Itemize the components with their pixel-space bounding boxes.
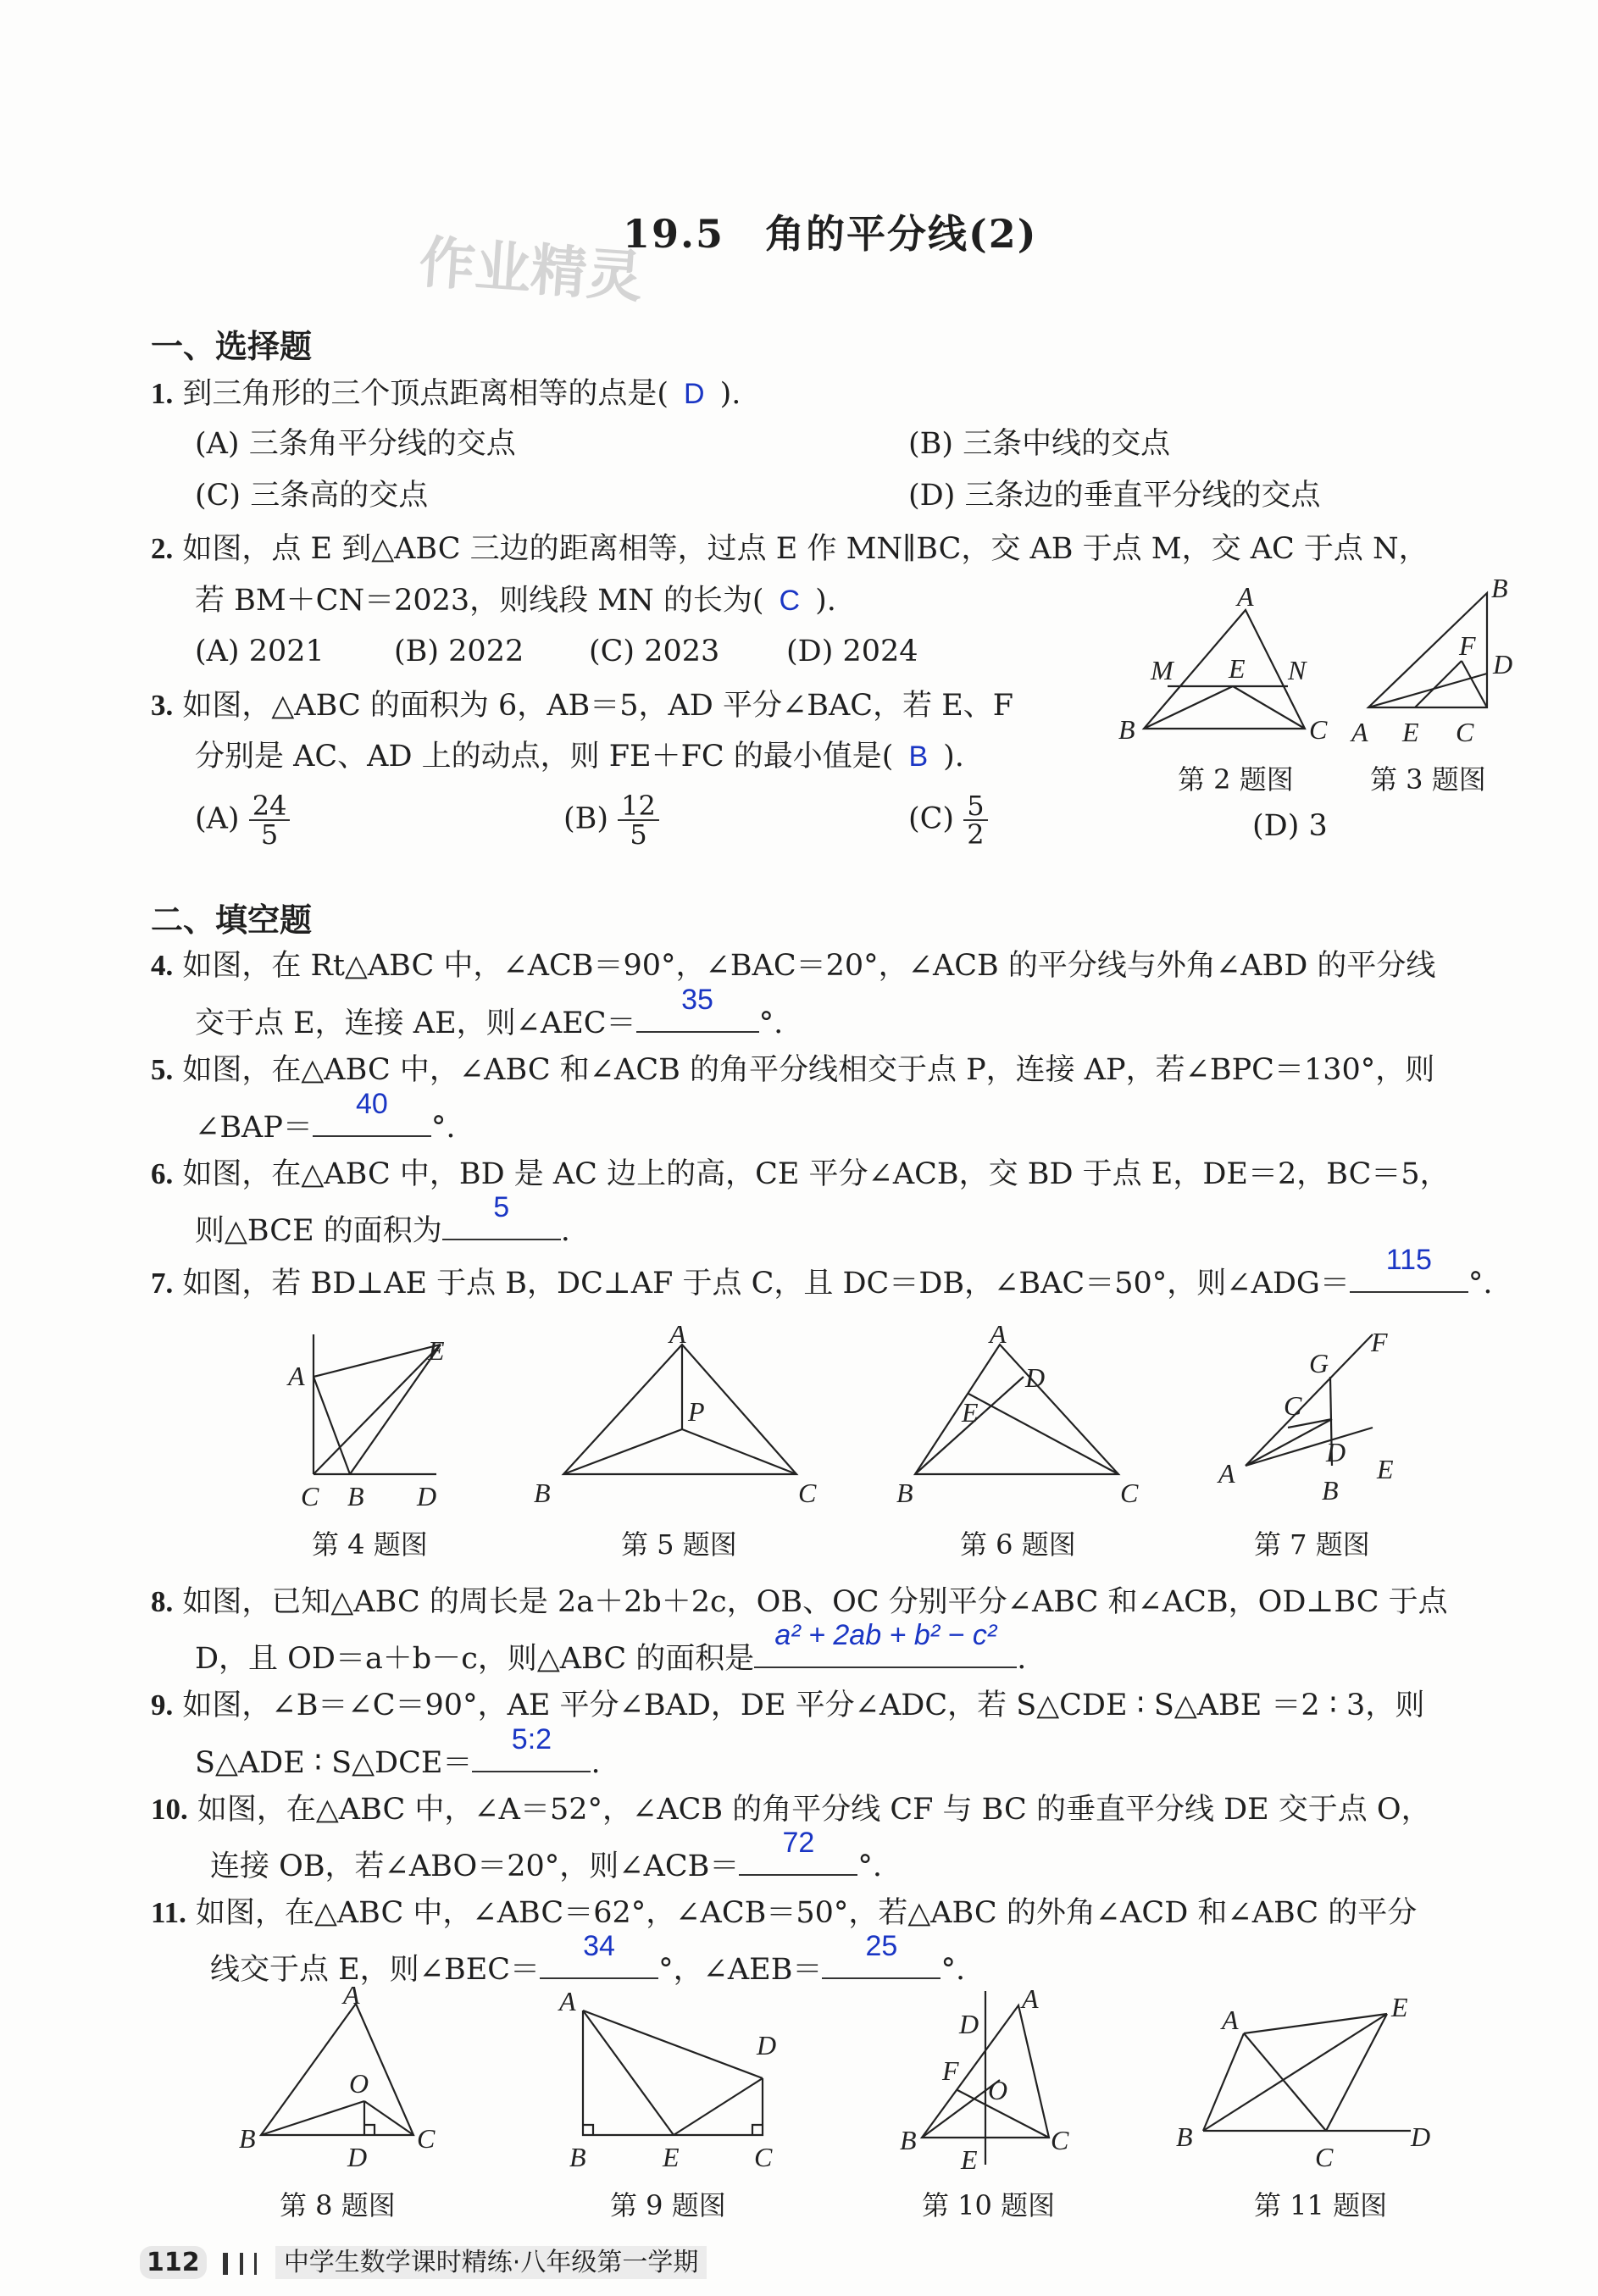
- question-text: 如图，在△ABC 中，∠ABC＝62°，∠ACB＝50°，若△ABC 的外角∠ACD 和∠ABC 的平分: [195, 1896, 1418, 1930]
- option-c: (C) $\frac{5}{2}$: [908, 792, 988, 848]
- question-11-line2: 线交于点 E，则∠BEC＝ 34 °，∠AEB＝ 25 °.: [210, 1930, 966, 1987]
- svg-text:B: B: [900, 2125, 917, 2155]
- question-2: [151, 534, 1429, 564]
- page-footer: [140, 2241, 707, 2278]
- answer: 72: [782, 1827, 815, 1859]
- answer-2: 25: [865, 1930, 898, 1962]
- figure-8: [239, 1987, 436, 2172]
- svg-text:B: B: [1176, 2121, 1193, 2152]
- answer: a² + 2ab + b² − c²: [774, 1619, 997, 1651]
- svg-text:F: F: [942, 2055, 959, 2086]
- question-end: ).: [719, 377, 741, 411]
- question-7: 7. 如图，若 BD⊥AE 于点 B，DC⊥AF 于点 C，且 DC＝DB，∠BAC＝50°，则∠ADG＝ 115 °.: [151, 1244, 1493, 1301]
- svg-text:A: A: [1351, 717, 1368, 747]
- question-number: 10.: [151, 1793, 188, 1826]
- svg-text:E: E: [1229, 653, 1246, 684]
- svg-text:B: B: [534, 1478, 551, 1508]
- svg-text:A: A: [559, 1987, 576, 2016]
- figure-11: [1176, 1992, 1430, 2172]
- question-6-line2: 则△BCE 的面积为 5 .: [195, 1191, 570, 1248]
- svg-text:E: E: [663, 2142, 680, 2172]
- svg-text:B: B: [569, 2142, 586, 2172]
- svg-text:O: O: [988, 2075, 1008, 2105]
- question-3: [151, 690, 1013, 721]
- question-number: 9.: [151, 1689, 174, 1722]
- option-d: (D) 2024: [786, 635, 918, 668]
- question-1: [151, 379, 741, 409]
- svg-text:C: C: [1284, 1390, 1302, 1421]
- question-10: [151, 1794, 1431, 1825]
- caption-fig9: 第 9 题图: [610, 2189, 726, 2221]
- figure-10: [900, 1987, 1069, 2175]
- svg-text:C: C: [1120, 1478, 1139, 1508]
- svg-text:A: A: [288, 1361, 305, 1391]
- question-6: [151, 1159, 1450, 1190]
- question-number: 2.: [151, 532, 174, 565]
- caption-fig4: 第 4 题图: [312, 1528, 428, 1561]
- svg-text:C: C: [1315, 2142, 1334, 2172]
- question-3-line2: 分别是 AC、AD 上的动点，则 FE＋FC 的最小值是( B ).: [195, 740, 964, 774]
- option-a: (A) 2021: [195, 635, 325, 668]
- svg-text:C: C: [754, 2142, 773, 2172]
- question-text: 如图，△ABC 的面积为 6，AB＝5，AD 平分∠BAC，若 E、F: [182, 689, 1014, 723]
- question-11: [151, 1898, 1417, 1928]
- svg-text:E: E: [1377, 1454, 1394, 1484]
- question-number: 8.: [151, 1585, 174, 1618]
- svg-text:E: E: [428, 1335, 445, 1366]
- question-number: 4.: [151, 949, 174, 982]
- caption-fig7: 第 7 题图: [1254, 1528, 1370, 1561]
- svg-text:C: C: [1051, 2125, 1069, 2155]
- question-text: 到三角形的三个顶点距离相等的点是(: [182, 377, 669, 411]
- question-number: 7.: [151, 1267, 174, 1300]
- answer: 35: [681, 984, 713, 1016]
- figure-7: [1217, 1327, 1394, 1506]
- caption-fig11: 第 11 题图: [1254, 2189, 1388, 2221]
- svg-text:D: D: [1493, 649, 1513, 679]
- question-text: 如图，在△ABC 中，BD 是 AC 边上的高，CE 平分∠ACB，交 BD 于点 E，DE＝2，BC＝5，: [182, 1157, 1450, 1191]
- option-d: (D) 3: [1252, 809, 1328, 843]
- footer-bar-icon: [240, 2253, 243, 2275]
- question-text: 如图，在△ABC 中，∠A＝52°，∠ACB 的角平分线 CF 与 BC 的垂直平分线 DE 交于点 O，: [197, 1793, 1431, 1827]
- section-heading-choice: 一、选择题: [151, 327, 313, 365]
- figure-9: [558, 1987, 776, 2172]
- question-9: [151, 1690, 1424, 1721]
- svg-text:A: A: [1022, 1987, 1039, 2014]
- question-number: 1.: [151, 377, 174, 410]
- footer-bar-icon: [223, 2253, 228, 2275]
- question-text: 如图，若 BD⊥AE 于点 B，DC⊥AF 于点 C，且 DC＝DB，∠BAC＝50°，则∠ADG＝: [182, 1267, 1350, 1301]
- caption-fig3: 第 3 题图: [1370, 763, 1486, 796]
- figures-4-to-7: [271, 1326, 1432, 1521]
- svg-text:B: B: [239, 2123, 256, 2154]
- svg-text:B: B: [1118, 714, 1135, 745]
- question-8-line2: D，且 OD＝a＋b－c，则△ABC 的面积是 a² + 2ab + b² − c² .: [195, 1619, 1027, 1676]
- svg-text:P: P: [688, 1396, 705, 1427]
- answer: 5: [493, 1191, 510, 1223]
- svg-text:B: B: [347, 1481, 364, 1511]
- option-c: (C) 2023: [589, 635, 720, 668]
- svg-text:E: E: [1391, 1992, 1408, 2022]
- svg-text:B: B: [896, 1478, 913, 1508]
- page-title: 19.5 角的平分线(2): [623, 211, 1038, 257]
- svg-text:C: C: [798, 1478, 817, 1508]
- svg-text:D: D: [959, 2009, 979, 2039]
- answer: 115: [1385, 1244, 1432, 1276]
- svg-text:E: E: [1402, 717, 1419, 747]
- footer-bar-icon: [254, 2253, 257, 2275]
- svg-text:B: B: [1491, 576, 1508, 603]
- watermark: 作业精灵: [417, 229, 645, 311]
- svg-text:F: F: [1371, 1327, 1388, 1357]
- caption-fig8: 第 8 题图: [280, 2189, 396, 2221]
- svg-text:D: D: [1326, 1437, 1346, 1467]
- figure-6: [896, 1326, 1139, 1508]
- svg-text:C: C: [1456, 717, 1474, 747]
- figure-5: [534, 1326, 817, 1508]
- svg-text:O: O: [349, 2068, 369, 2099]
- option-b: (B) $\frac{12}{5}$: [563, 792, 659, 848]
- svg-text:E: E: [961, 2144, 978, 2175]
- answer: 5:2: [511, 1723, 552, 1755]
- question-text: 如图，已知△ABC 的周长是 2a＋2b＋2c，OB、OC 分别平分∠ABC 和∠ACB，OD⊥BC 于点: [182, 1585, 1448, 1619]
- svg-text:A: A: [1218, 1458, 1235, 1489]
- svg-text:B: B: [1322, 1475, 1339, 1506]
- question-4: [151, 951, 1435, 981]
- answer: C: [779, 585, 801, 617]
- svg-text:C: C: [1309, 714, 1328, 745]
- caption-fig6: 第 6 题图: [960, 1528, 1076, 1561]
- answer-1: 34: [583, 1930, 615, 1962]
- option-b: (B) 2022: [394, 635, 524, 668]
- svg-text:N: N: [1288, 655, 1307, 685]
- question-text: 如图，∠B＝∠C＝90°，AE 平分∠BAD，DE 平分∠ADC，若 S△CDE ∶ S△ABE ＝2 ∶ 3，则: [182, 1689, 1425, 1722]
- svg-text:D: D: [757, 2030, 777, 2060]
- question-9-line2: S△ADE ∶ S△DCE＝ 5:2 .: [195, 1723, 601, 1780]
- svg-text:C: C: [417, 2123, 436, 2154]
- option-a: (A) $\frac{24}{5}$: [195, 792, 290, 848]
- option-d: (D) 三条边的垂直平分线的交点: [908, 479, 1321, 513]
- question-8: [151, 1587, 1448, 1617]
- question-number: 3.: [151, 689, 174, 722]
- svg-text:C: C: [301, 1481, 319, 1511]
- option-c: (C) 三条高的交点: [195, 479, 429, 513]
- section-heading-fill: 二、填空题: [151, 901, 313, 939]
- caption-fig2: 第 2 题图: [1178, 763, 1294, 796]
- answer: 40: [355, 1088, 388, 1120]
- caption-fig10: 第 10 题图: [922, 2189, 1056, 2221]
- svg-text:A: A: [669, 1326, 686, 1349]
- svg-text:M: M: [1151, 655, 1174, 685]
- svg-text:D: D: [417, 1481, 437, 1511]
- question-2-line2: 若 BM＋CN＝2023，则线段 MN 的长为( C ).: [195, 584, 836, 618]
- question-text: 如图，在△ABC 中，∠ABC 和∠ACB 的角平分线相交于点 P，连接 AP，若∠BPC＝130°，则: [182, 1053, 1435, 1087]
- question-text: 如图，点 E 到△ABC 三边的距离相等，过点 E 作 MN∥BC，交 AB 于点 M，交 AC 于点 N，: [182, 532, 1429, 566]
- svg-text:A: A: [1237, 581, 1254, 612]
- option-a: (A) 三条角平分线的交点: [195, 427, 516, 461]
- svg-text:A: A: [1222, 2005, 1239, 2035]
- svg-text:A: A: [343, 1987, 360, 2010]
- question-5: [151, 1055, 1434, 1085]
- question-10-line2: 连接 OB，若∠ABO＝20°，则∠ACB＝ 72 °.: [210, 1827, 882, 1883]
- svg-text:D: D: [1411, 2121, 1431, 2152]
- caption-fig5: 第 5 题图: [621, 1528, 737, 1561]
- question-number: 6.: [151, 1157, 174, 1190]
- option-b: (B) 三条中线的交点: [908, 427, 1171, 461]
- answer: D: [684, 378, 705, 410]
- svg-text:D: D: [1025, 1362, 1046, 1393]
- question-text: 如图，在 Rt△ABC 中，∠ACB＝90°，∠BAC＝20°，∠ACB 的平分线与外角∠ABD 的平分线: [182, 949, 1436, 983]
- question-5-line2: ∠BAP＝ 40 °.: [195, 1088, 456, 1145]
- svg-text:A: A: [990, 1326, 1007, 1349]
- question-number: 5.: [151, 1053, 174, 1086]
- svg-text:F: F: [1459, 630, 1476, 661]
- svg-text:D: D: [347, 2142, 368, 2172]
- page-number: 112: [140, 2246, 207, 2279]
- question-4-line2: 交于点 E，连接 AE，则∠AEC＝ 35 °.: [195, 984, 784, 1040]
- book-title: 中学生数学课时精练·八年级第一学期: [275, 2246, 707, 2279]
- figures-8-to-11: [229, 1987, 1457, 2182]
- svg-text:E: E: [962, 1397, 979, 1428]
- question-number: 11.: [151, 1896, 186, 1929]
- answer: B: [908, 740, 929, 773]
- svg-text:G: G: [1309, 1348, 1329, 1378]
- figure-4: [286, 1334, 445, 1511]
